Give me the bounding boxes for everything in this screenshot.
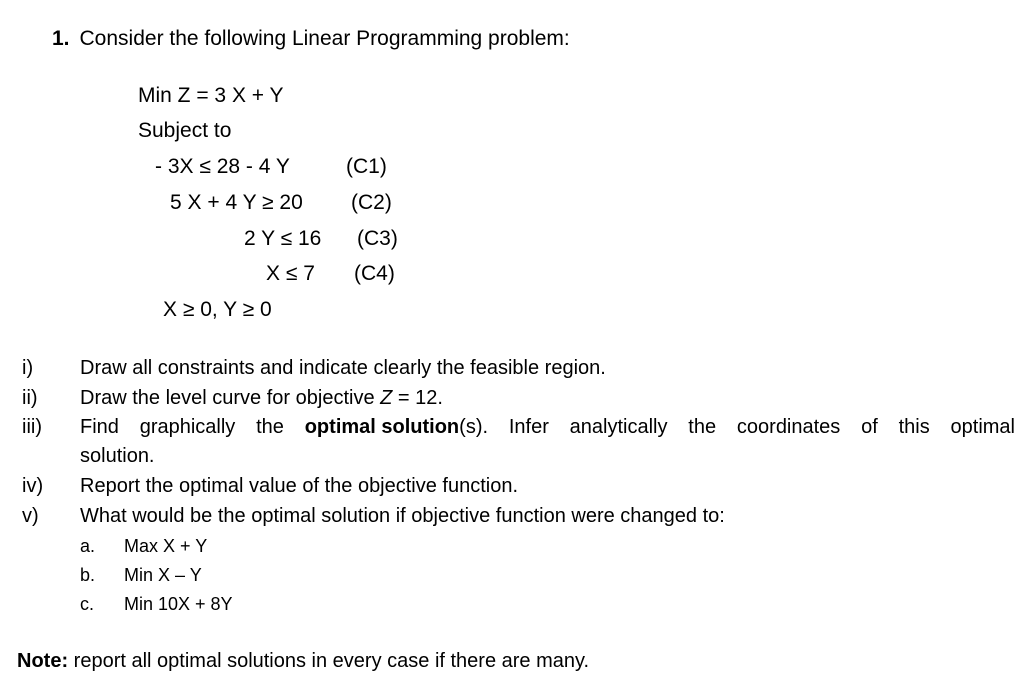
task-marker: ii) [22,387,38,409]
task-marker: v) [22,505,39,527]
constraint-c3-label: (C3) [357,227,398,250]
task-word: coordinates [736,416,841,438]
subtask-text: Min 10X + 8Y [124,594,233,614]
task-word: graphically [139,416,236,438]
note-text: report all optimal solutions in every case if there are many. [68,650,590,672]
subtask-text: Max X + Y [124,536,208,556]
note-label: Note: [17,650,69,672]
question-number: 1. [52,27,70,50]
task-word: the [256,416,284,438]
subtask-marker: c. [80,594,95,614]
question-heading [52,27,570,51]
subtask-text: Min X – Y [124,565,202,585]
nonnegativity-constraints: X ≥ 0, Y ≥ 0 [163,298,272,321]
task-text-continuation: solution. [80,445,155,467]
constraint-c2-label: (C2) [351,191,392,214]
task-marker: iii) [22,416,42,438]
task-word: this [898,416,930,438]
task-word: of [861,416,878,438]
task-text-part: = 12. [392,387,443,409]
objective-symbol: Z [380,387,393,409]
task-word: analytically [569,416,668,438]
subject-to-label: Subject to [138,119,232,142]
note [17,650,589,673]
task-text: Draw all constraints and indicate clearly the feasible region. [80,357,606,379]
optimal-solution-bold: optimal solution [304,416,460,438]
constraint-c4-label: (C4) [354,262,395,285]
task-word-emphasis [305,416,488,439]
question-intro: Consider the following Linear Programming problem: [79,27,570,50]
constraint-c1-expr: - 3X ≤ 28 - 4 Y [155,155,290,178]
task-word: (s). [459,416,489,438]
task-word: the [688,416,717,438]
task-word: optimal [950,416,1015,438]
constraint-c2-expr: 5 X + 4 Y ≥ 20 [170,191,303,214]
constraint-c3-expr: 2 Y ≤ 16 [244,227,322,250]
task-text: What would be the optimal solution if objective function were changed to: [80,505,725,527]
objective-function: Min Z = 3 X + Y [138,84,284,107]
task-marker: i) [22,357,34,379]
task-word: Find [80,416,119,438]
task-text: Report the optimal value of the objective function. [80,475,519,497]
task-text-part: Draw the level curve for objective [80,387,381,409]
subtask-marker: a. [80,536,96,556]
task-word: Infer [508,416,549,438]
constraint-c1-label: (C1) [346,155,387,178]
task-text-line [80,416,1015,439]
task-marker: iv) [22,475,44,497]
constraint-c4-expr: X ≤ 7 [266,262,315,285]
subtask-marker: b. [80,565,96,585]
task-text [80,387,443,410]
